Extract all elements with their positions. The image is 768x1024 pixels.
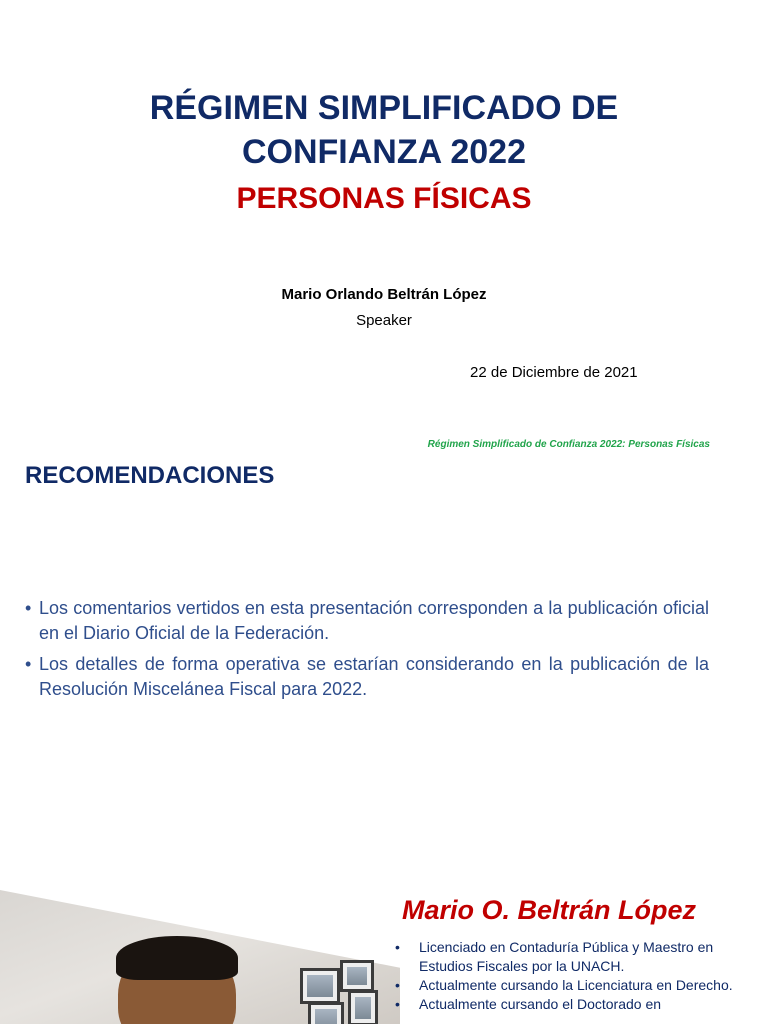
presenter-name: Mario O. Beltrán López <box>402 895 697 925</box>
wall-frame-icon <box>308 1002 344 1024</box>
section-title: RECOMENDACIONES <box>25 462 275 489</box>
list-item-text: Los detalles de forma operativa se estarían considerando en la publicación de la Resolución Miscelánea Fiscal para 2022. <box>39 654 709 699</box>
recommendations-list <box>25 596 709 708</box>
bullet-icon: • <box>395 939 400 955</box>
list-item <box>25 652 709 702</box>
bullet-icon: • <box>25 598 32 618</box>
list-item-text: Licenciado en Contaduría Pública y Maestro en Estudios Fiscales por la UNACH. <box>419 939 714 974</box>
presentation-date: 22 de Diciembre de 2021 <box>470 364 638 381</box>
slide-header-text: Régimen Simplificado de Confianza 2022: Personas Físicas <box>427 439 710 450</box>
list-item <box>395 976 740 995</box>
bullet-icon: • <box>395 996 400 1012</box>
presenter-slide <box>0 864 768 1024</box>
author-name: Mario Orlando Beltrán López <box>281 286 487 303</box>
bullet-icon: • <box>395 977 400 993</box>
bullet-icon: • <box>25 654 32 674</box>
wall-frame-icon <box>348 990 378 1024</box>
list-item <box>395 938 740 976</box>
list-item-text: Actualmente cursando el Doctorado en <box>419 996 662 1012</box>
slide-title <box>0 86 768 174</box>
list-item <box>25 596 709 646</box>
author-role: Speaker <box>356 312 412 329</box>
title-slide <box>0 0 768 432</box>
presenter-bio-list <box>395 938 740 1014</box>
list-item <box>395 995 740 1014</box>
wall-frame-icon <box>340 960 374 992</box>
person-hair <box>116 936 238 980</box>
presenter-photo <box>0 890 400 1024</box>
slide-title-line-1: RÉGIMEN SIMPLIFICADO DE <box>149 89 619 127</box>
wall-frame-icon <box>300 968 340 1004</box>
recommendations-slide <box>0 432 768 864</box>
list-item-text: Actualmente cursando la Licenciatura en Derecho. <box>419 977 733 993</box>
slide-subtitle: PERSONAS FÍSICAS <box>236 182 532 215</box>
list-item-text: Los comentarios vertidos en esta presentación corresponden a la publicación oficial en el Diario Oficial de la Federación. <box>39 598 709 643</box>
slide-title-line-2: CONFIANZA 2022 <box>241 133 527 171</box>
